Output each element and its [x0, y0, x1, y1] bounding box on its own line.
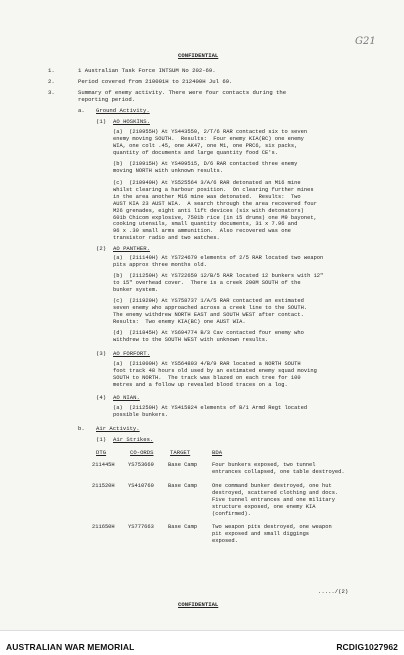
table-row-2-target: Base Camp: [168, 483, 198, 489]
ao1-para-a: (a) (210955H) At YS443550, 2/T/6 RAR contacted six to seven enemy moving SOUTH. Results: Four enemy KIA(BC) one enemy WIA, one colt .45, one AK47, one M1, one PRC6, six packs, quantity of documents and large quantity food CE's.: [113, 129, 308, 156]
table-row-2-coords: YS410760: [128, 483, 154, 489]
table-row-1-coords: YS753669: [128, 462, 154, 468]
item-3-text-line-2: reporting period.: [78, 96, 136, 103]
ao3-number: (3): [96, 350, 107, 357]
table-row-3-coords: YS777663: [128, 524, 154, 530]
ao2-para-b: (b) (211250H) At YS722659 12/B/5 RAR located 12 bunkers with 12" to 15" overhead cover. There is a creek 200M SOUTH of the bunker system.: [113, 273, 324, 293]
ao1-title: AO HOSKINS.: [113, 118, 150, 125]
classification-top: CONFIDENTIAL: [178, 52, 219, 59]
archive-footer: [0, 630, 404, 655]
ao3-para-a: (a) (211000H) At YS564803 4/B/9 RAR located a NORTH SOUTH foot track 48 hours old used by an estimated enemy squad moving SOUTH to NORTH. The track was blazed on each tree for 100 metres and a follow up revealed blood traces on a log.: [113, 361, 317, 388]
handwritten-reference: G21: [355, 36, 376, 47]
table-row-3-target: Base Camp: [168, 524, 198, 530]
ao1-para-b: (b) (210915H) At YS499515, D/6 RAR contacted three enemy moving NORTH with unknown results.: [113, 161, 298, 174]
item-2-number: 2.: [48, 78, 55, 85]
ao2-title: AO PANTHER.: [113, 245, 150, 252]
record-id: RCDIG1027962: [336, 642, 398, 652]
table-row-1-dtg: 211445H: [92, 462, 115, 468]
air-label: b.: [78, 425, 85, 432]
ao2-para-a: (a) (211140H) At YS724679 elements of 2/5 RAR located two weapon pits approx three months old.: [113, 255, 324, 268]
air-strikes-title: Air Strikes.: [113, 436, 154, 443]
ao1-para-c: (c) (210940H) At YS525564 3/A/6 RAR detonated an M16 mine whilst clearing a harbour position. On clearing further mines in the area another M16 mine was detonated. Results: Two AUST KIA 23 AUST WIA. A search through the area recovered four M26 grenades, eight anti lift devices (six with detonators) 601b Chicom explosive, 7501b rice (in 15 drums) one M9 bayonet, cooking utensils, small quantity documents, 31 x 7.96 and 96 x .30 small arms ammunition. Also recovered was one transistor radio and two watches.: [113, 180, 317, 242]
ao4-number: (4): [96, 394, 107, 401]
air-heading: Air Activity.: [96, 425, 140, 432]
continuation-marker: ...../(2): [318, 588, 349, 595]
col-header-coords: CO-ORDS: [130, 449, 154, 456]
ao2-para-c: (c) (211920H) At YS758737 1/A/5 RAR contacted an estimated seven enemy who approached across a creek line to the SOUTH. The enemy withdrew NORTH EAST and SOUTH WEST after contact. Results: Two enemy KIA(BC) one AUST WIA.: [113, 298, 308, 325]
table-row-3-bda: Two weapon pits destroyed, one weapon pit exposed and small diggings exposed.: [212, 524, 332, 544]
ao1-number: (1): [96, 118, 107, 125]
ao4-title: AO NIAN.: [113, 394, 140, 401]
item-3-number: 3.: [48, 89, 55, 96]
archive-name: AUSTRALIAN WAR MEMORIAL: [6, 642, 135, 652]
table-row-2-dtg: 211520H: [92, 483, 115, 489]
item-3-text-line-1: Summary of enemy activity. There were four contacts during the: [78, 89, 287, 96]
col-header-bda: BDA: [212, 449, 223, 456]
ao2-number: (2): [96, 245, 107, 252]
ao3-title: AO FORFORT.: [113, 350, 150, 357]
ao2-para-d: (d) (211845H) At YS694774 B/3 Cav contacted four enemy who withdrew to the SOUTH WEST with unknown results.: [113, 330, 304, 343]
table-row-1-bda: Four bunkers exposed, two tunnel entrances collapsed, one table destroyed.: [212, 462, 345, 475]
ao4-para-a: (a) (211250H) At YS415824 elements of B/1 Armd Regt located possible bunkers.: [113, 405, 308, 418]
table-row-1-target: Base Camp: [168, 462, 198, 468]
item-2-text: Period covered from 210001H to 212400H Jul 69.: [78, 78, 233, 85]
table-row-3-dtg: 211650H: [92, 524, 115, 530]
ground-label: a.: [78, 107, 85, 114]
ground-heading: Ground Activity.: [96, 107, 150, 114]
col-header-target: TARGET: [170, 449, 191, 456]
item-1-text: 1 Australian Task Force INTSUM No 202-69.: [78, 67, 216, 74]
air-strikes-number: (1): [96, 436, 107, 443]
item-1-number: 1.: [48, 67, 55, 74]
table-row-2-bda: One command bunker destroyed, one hut destroyed, scattered clothing and docs. Five tunnel entrances and one military structure exposed, one enemy KIA (confirmed).: [212, 483, 339, 517]
col-header-dtg: DTG: [96, 449, 107, 456]
classification-bottom: CONFIDENTIAL: [178, 601, 219, 608]
